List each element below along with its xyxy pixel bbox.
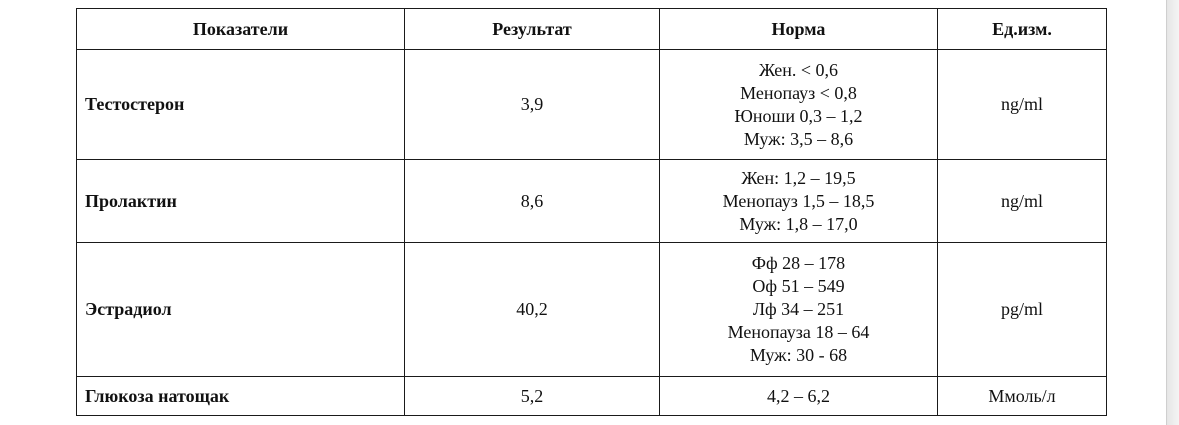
norm-cell	[660, 50, 938, 160]
result-cell: 8,6	[405, 160, 660, 243]
norm-line: Жен. < 0,6	[759, 59, 838, 80]
indicator-cell: Эстрадиол	[77, 243, 405, 377]
unit-cell: pg/ml	[938, 243, 1107, 377]
norm-cell	[660, 377, 938, 416]
indicator-cell: Глюкоза натощак	[77, 377, 405, 416]
norm-line: Муж: 1,8 – 17,0	[739, 213, 858, 234]
header-result: Результат	[405, 9, 660, 50]
norm-line: Менопауз < 0,8	[740, 82, 857, 103]
table-row-glucose	[77, 377, 1107, 416]
norm-line: Оф 51 – 549	[752, 276, 845, 296]
result-cell: 40,2	[405, 243, 660, 377]
norm-line: Менопауз 1,5 – 18,5	[722, 190, 875, 211]
result-cell: 5,2	[405, 377, 660, 416]
unit-cell: ng/ml	[938, 160, 1107, 243]
table-row-prolactin	[77, 160, 1107, 243]
norm-line: Менопауза 18 – 64	[727, 322, 870, 342]
header-indicator: Показатели	[77, 9, 405, 50]
norm-line: Муж: 3,5 – 8,6	[743, 128, 854, 149]
table-row-estradiol	[77, 243, 1107, 377]
indicator-cell: Тестостерон	[77, 50, 405, 160]
table-row-testosterone	[77, 50, 1107, 160]
norm-cell	[660, 243, 938, 377]
norm-line: Жен: 1,2 – 19,5	[741, 167, 856, 188]
norm-line: Юноши 0,3 – 1,2	[734, 105, 863, 126]
lab-results-table	[76, 8, 1107, 416]
page-edge	[1166, 0, 1179, 425]
unit-cell: Ммоль/л	[938, 377, 1107, 416]
norm-line: Фф 28 – 178	[751, 253, 846, 273]
indicator-cell: Пролактин	[77, 160, 405, 243]
norm-line: Лф 34 – 251	[752, 299, 845, 319]
unit-cell: ng/ml	[938, 50, 1107, 160]
norm-cell	[660, 160, 938, 243]
header-norm: Норма	[660, 9, 938, 50]
result-cell: 3,9	[405, 50, 660, 160]
norm-line: 4,2 – 6,2	[767, 385, 830, 406]
header-unit: Ед.изм.	[938, 9, 1107, 50]
header-row	[77, 9, 1107, 50]
norm-line: Муж: 30 - 68	[749, 345, 848, 365]
